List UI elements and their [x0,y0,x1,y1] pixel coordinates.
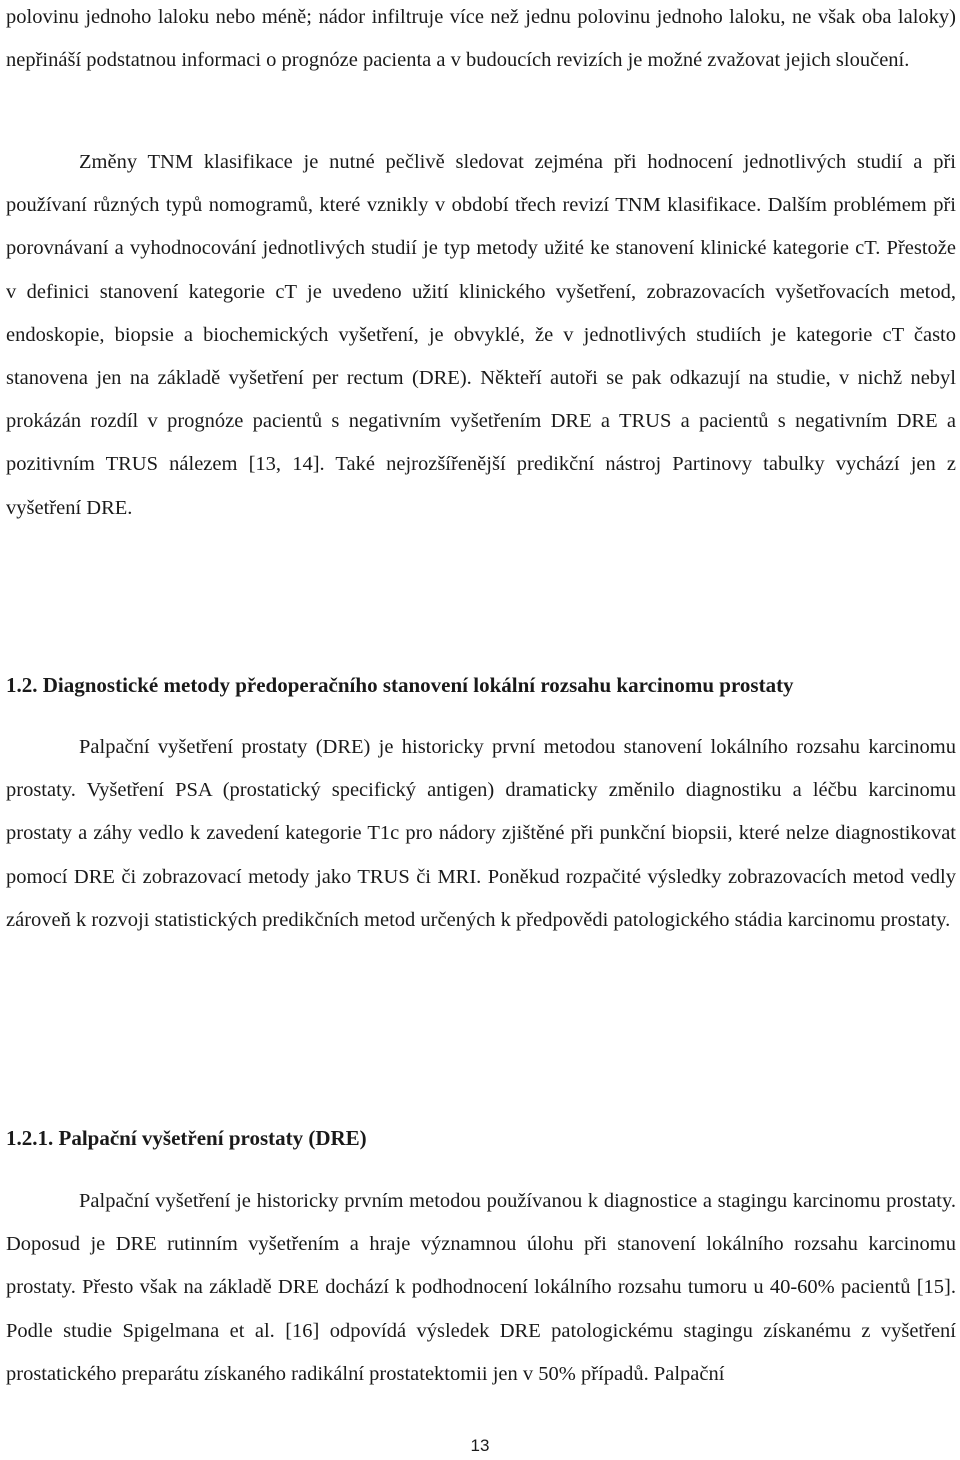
page-number: 13 [470,1436,490,1455]
subsection-heading-dre: 1.2.1. Palpační vyšetření prostaty (DRE) [6,1126,367,1150]
section-heading-diagnostic-methods: 1.2. Diagnostické metody předoperačního stanovení lokální rozsahu karcinomu prostaty [6,673,794,697]
paragraph-tnm-changes: Změny TNM klasifikace je nutné pečlivě sledovat zejména při hodnocení jednotlivých studií a při používaní různých typů nomogramů, které vznikly v období třech revizí TNM klasifikace. Dalším problémem při porovnávaní a vyhodnocování jednotlivých studií je typ metody užité ke stanovení klinické kategorie cT. Přestože v definici stanovení kategorie cT je uvedeno užití klinického vyšetření, zobrazovacích vyšetřovacích metod, endoskopie, biopsie a biochemických vyšetření, je obvyklé, že v jednotlivých studiích je kategorie cT často stanovena jen na základě vyšetření per rectum (DRE). Někteří autoři se pak odkazují na studie, v nichž nebyl prokázán rozdíl v prognóze pacientů s negativním vyšetřením DRE a TRUS a pacientů s negativním DRE a pozitivním TRUS nálezem [13, 14]. Také nejrozšířenější predikční nástroj Partinovy tabulky vychází jen z vyšetření DRE. [6,151,956,519]
paragraph-palpation-history: Palpační vyšetření prostaty (DRE) je historicky první metodou stanovení lokálního rozsahu karcinomu prostaty. Vyšetření PSA (prostatický specifický antigen) dramaticky změnilo diagnostiku a léčbu karcinomu prostaty a záhy vedlo k zavedení kategorie T1c pro nádory zjištěné při punkční biopsii, které nelze diagnostikovat pomocí DRE či zobrazovací metody jako TRUS či MRI. Poněkud rozpačité výsledky zobrazovacích metod vedly zároveň k rozvoji statistických predikčních metod určených k předpovědi patologického stádia karcinomu prostaty. [6,736,956,931]
paragraph-continuation: polovinu jednoho laloku nebo méně; nádor infiltruje více než jednu polovinu jednoho laloku, ne však oba laloky) nepřináší podstatnou informaci o prognóze pacienta a v budoucích revizích je možné zvažovat jejich sloučení. [6,6,956,72]
paragraph-dre-staging: Palpační vyšetření je historicky prvním metodou používanou k diagnostice a stagingu karcinomu prostaty. Doposud je DRE rutinním vyšetřením a hraje významnou úlohu při stanovení lokálního rozsahu karcinomu prostaty. Přesto však na základě DRE dochází k podhodnocení lokálního rozsahu tumoru u 40-60% pacientů [15]. Podle studie Spigelmana et al. [16] odpovídá výsledek DRE patologickému stagingu získanému z vyšetření prostatického preparátu získaného radikální prostatektomii jen v 50% případů. Palpační [6,1190,956,1385]
